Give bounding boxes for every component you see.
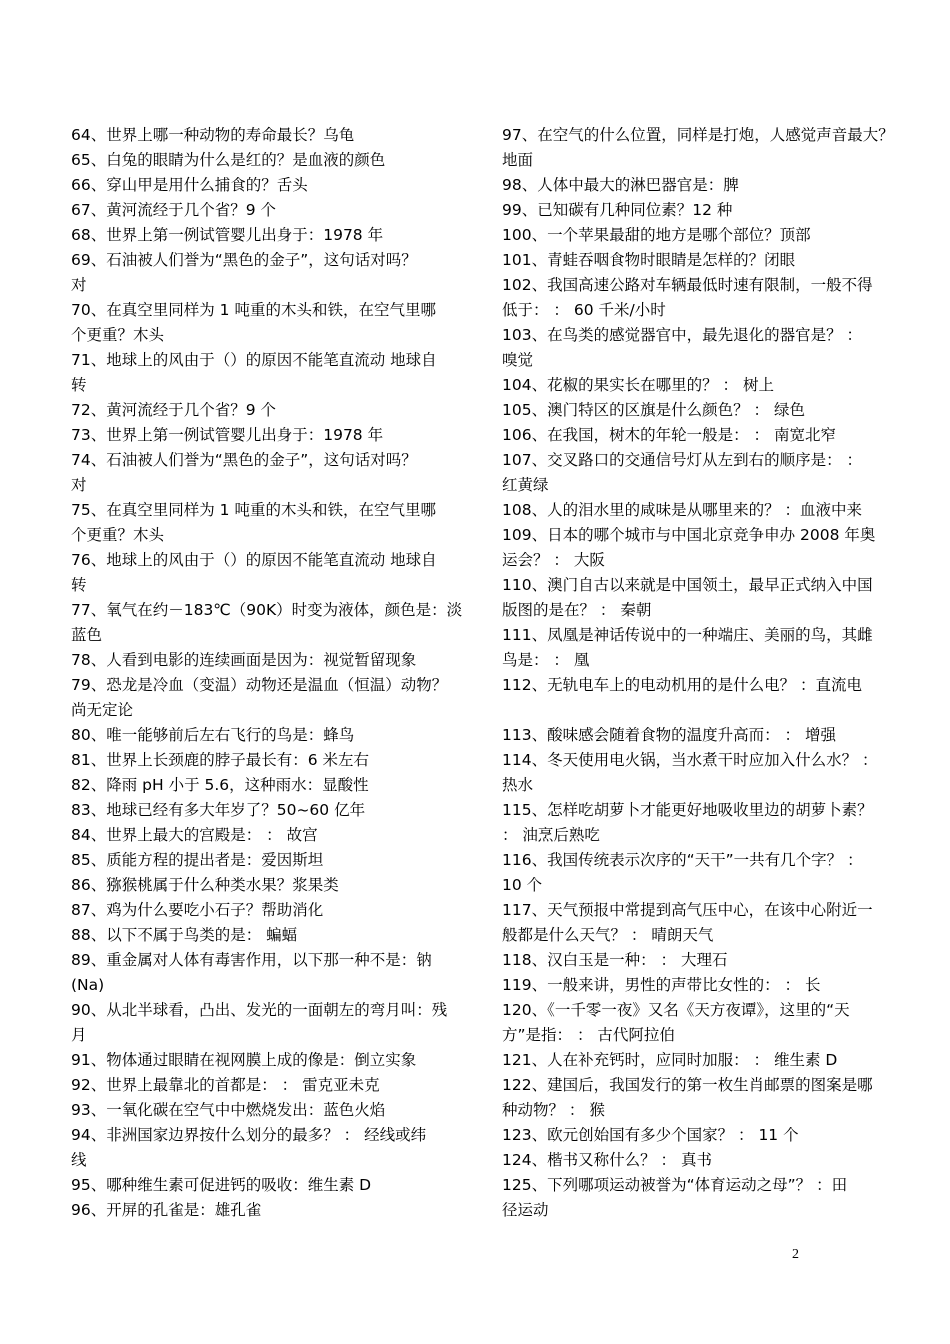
text-line: 125、下列哪项运动被誉为“体育运动之母”？ ：田 [502,1176,848,1194]
text-line: 75、在真空里同样为 1 吨重的木头和铁，在空气里哪 [71,501,436,519]
text-line: 对 [71,276,87,294]
text-line: 96、开屏的孔雀是：雄孔雀 [71,1201,262,1219]
text-line: 106、在我国，树木的年轮一般是： ： 南宽北窄 [502,426,836,444]
text-line: 对 [71,476,87,494]
text-line: 113、酸味感会随着食物的温度升高而： ： 增强 [502,726,836,744]
text-line: 运会？ ： 大阪 [502,551,605,569]
text-line: 72、黄河流经于几个省？9 个 [71,401,277,419]
text-line: 123、欧元创始国有多少个国家？ ： 11 个 [502,1126,799,1144]
text-line: 低于： ： 60 千米/小时 [502,301,666,319]
text-line: 线 [71,1151,87,1169]
text-line: 104、花椒的果实长在哪里的？ ： 树上 [502,376,774,394]
text-line: 118、汉白玉是一种： ： 大理石 [502,951,728,969]
text-line: 92、世界上最靠北的首都是： ： 雷克亚未克 [71,1076,380,1094]
text-line: 68、世界上第一例试管婴儿出身于：1978 年 [71,226,384,244]
text-line: 月 [71,1026,87,1044]
text-line: 82、降雨 pH 小于 5.6，这种雨水：显酸性 [71,776,369,794]
text-line: 91、物体通过眼睛在视网膜上成的像是：倒立实象 [71,1051,417,1069]
text-line: 97、在空气的什么位置，同样是打炮，人感觉声音最大？ [502,126,894,144]
text-line: 120、《一千零一夜》又名《天方夜谭》，这里的“天 [502,1001,850,1019]
right-column [502,123,922,1223]
text-line: 84、世界上最大的宫殿是： ： 故宫 [71,826,318,844]
text-line: 73、世界上第一例试管婴儿出身于：1978 年 [71,426,384,444]
text-line: 100、一个苹果最甜的地方是哪个部位？顶部 [502,226,811,244]
text-line: 方”是指： ： 古代阿拉伯 [502,1026,675,1044]
text-line: 热水 [502,776,534,794]
text-line: 般都是什么天气？ ： 晴朗天气 [502,926,714,944]
text-line: 122、建国后，我国发行的第一枚生肖邮票的图案是哪 [502,1076,873,1094]
text-line: 嗅觉 [502,351,534,369]
text-line: 103、在鸟类的感觉器官中，最先退化的器官是？ ： [502,326,863,344]
text-line: 70、在真空里同样为 1 吨重的木头和铁，在空气里哪 [71,301,436,319]
text-line: 69、石油被人们誉为“黑色的金子”，这句话对吗？ [71,251,417,269]
text-line: 转 [71,576,87,594]
text-line: 88、以下不属于鸟类的是： 蝙蝠 [71,926,298,944]
text-line: 种动物？ ： 猴 [502,1101,605,1119]
text-line: 124、楷书又称什么？ ： 真书 [502,1151,712,1169]
text-line: 67、黄河流经于几个省？9 个 [71,201,277,219]
text-line: 81、世界上长颈鹿的脖子最长有：6 米左右 [71,751,370,769]
text-line: ： 油烹后熟吃 [502,826,600,844]
text-line: 90、从北半球看，凸出、发光的一面朝左的弯月叫：残 [71,1001,448,1019]
text-line: 101、青蛙吞咽食物时眼睛是怎样的？闭眼 [502,251,796,269]
text-line: 个更重？木头 [71,526,165,544]
text-line: 99、已知碳有几种同位素？12 种 [502,201,733,219]
text-line: 98、人体中最大的淋巴器官是：脾 [502,176,739,194]
text-line: 107、交叉路口的交通信号灯从左到右的顺序是： ： [502,451,863,469]
text-line: 80、唯一能够前后左右飞行的鸟是：蜂鸟 [71,726,355,744]
text-line: 76、地球上的风由于（）的原因不能笔直流动 地球自 [71,551,437,569]
text-line: (Na) [71,976,105,994]
text-line [502,698,922,723]
text-line: 102、我国高速公路对车辆最低时速有限制，一般不得 [502,276,873,294]
text-line: 版图的是在？ ： 秦朝 [502,601,652,619]
text-line: 71、地球上的风由于（）的原因不能笔直流动 地球自 [71,351,437,369]
text-line: 95、哪种维生素可促进钙的吸收：维生素 D [71,1176,372,1194]
text-line: 105、澳门特区的区旗是什么颜色？ ： 绿色 [502,401,805,419]
text-line: 115、怎样吃胡萝卜才能更好地吸收里边的胡萝卜素？ [502,801,873,819]
text-line: 66、穿山甲是用什么捕食的？舌头 [71,176,308,194]
text-line: 117、天气预报中常提到高气压中心，在该中心附近一 [502,901,873,919]
text-line: 79、恐龙是冷血（变温）动物还是温血（恒温）动物？ [71,676,448,694]
text-line: 转 [71,376,87,394]
text-line: 119、一般来讲，男性的声带比女性的： ： 长 [502,976,821,994]
text-line: 个更重？木头 [71,326,165,344]
text-line: 108、人的泪水里的咸味是从哪里来的？ ：血液中来 [502,501,863,519]
text-line: 114、冬天使用电火锅，当水煮干时应加入什么水？ ： [502,751,878,769]
text-line: 121、人在补充钙时，应同时加服： ： 维生素 D [502,1051,838,1069]
text-line: 鸟是： ： 凰 [502,651,590,669]
text-line: 112、无轨电车上的电动机用的是什么电？ ：直流电 [502,676,863,694]
text-line: 94、非洲国家边界按什么划分的最多？ ： 经线或纬 [71,1126,427,1144]
text-line: 74、石油被人们誉为“黑色的金子”，这句话对吗？ [71,451,417,469]
text-line: 89、重金属对人体有毒害作用，以下那一种不是：钠 [71,951,432,969]
text-line: 红黄绿 [502,476,549,494]
text-line: 蓝色 [71,626,103,644]
text-line: 10 个 [502,876,543,894]
text-line: 64、世界上哪一种动物的寿命最长？乌龟 [71,126,355,144]
text-line: 径运动 [502,1201,549,1219]
text-line: 77、氧气在约－183℃（90K）时变为液体，颜色是：淡 [71,601,463,619]
text-line: 尚无定论 [71,701,134,719]
left-column [71,123,486,1223]
text-line: 111、凤凰是神话传说中的一种端庄、美丽的鸟，其雌 [502,626,873,644]
text-line: 85、质能方程的提出者是：爱因斯坦 [71,851,324,869]
text-line: 65、白兔的眼睛为什么是红的？是血液的颜色 [71,151,386,169]
text-line: 78、人看到电影的连续画面是因为：视觉暂留现象 [71,651,417,669]
text-line: 83、地球已经有多大年岁了？50~60 亿年 [71,801,366,819]
text-line: 地面 [502,151,534,169]
text-line: 109、日本的哪个城市与中国北京竞争申办 2008 年奥 [502,526,876,544]
text-line: 87、鸡为什么要吃小石子？帮助消化 [71,901,324,919]
page-number: 2 [792,1247,799,1262]
text-line: 110、澳门自古以来就是中国领土，最早正式纳入中国 [502,576,873,594]
text-line: 116、我国传统表示次序的“天干”一共有几个字？ ： [502,851,863,869]
text-line: 93、一氧化碳在空气中中燃烧发出：蓝色火焰 [71,1101,386,1119]
text-line: 86、猕猴桃属于什么种类水果？浆果类 [71,876,339,894]
